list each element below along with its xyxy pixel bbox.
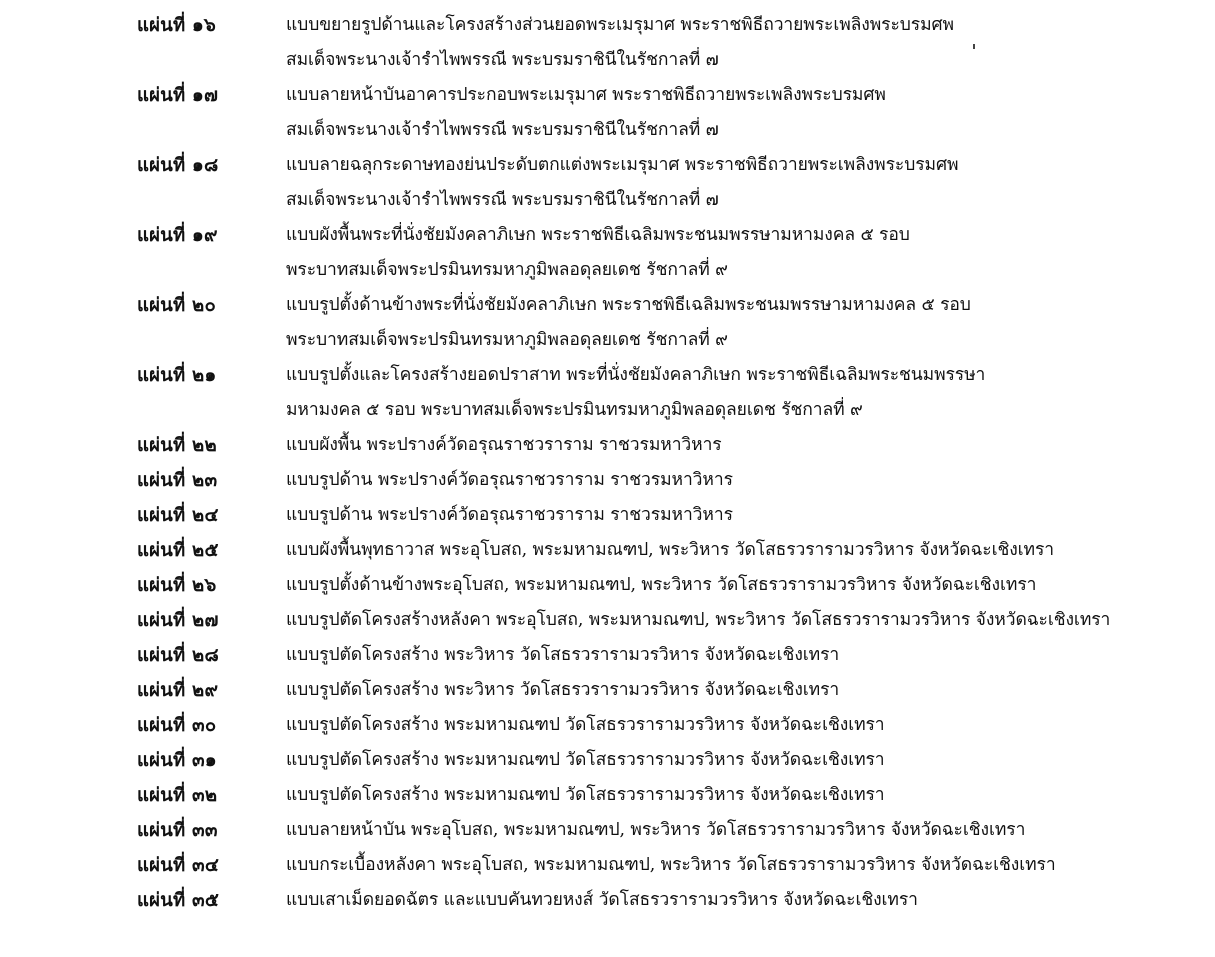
- entry-line: [0, 883, 1215, 918]
- sheet-entry: [0, 498, 1215, 533]
- entry-line: [0, 288, 1215, 323]
- sheet-number: แผ่นที่ ๓๓: [137, 820, 218, 841]
- sheet-entry: [0, 708, 1215, 743]
- sheet-description: พระบาทสมเด็จพระปรมินทรมหาภูมิพลอดุลยเดช รัชกาลที่ ๙: [286, 330, 728, 350]
- entry-line: [0, 393, 1215, 428]
- entry-line: [0, 253, 1215, 288]
- sheet-description: พระบาทสมเด็จพระปรมินทรมหาภูมิพลอดุลยเดช รัชกาลที่ ๙: [286, 260, 728, 280]
- sheet-entry: [0, 288, 1215, 358]
- sheet-number: แผ่นที่ ๑๙: [137, 225, 218, 246]
- sheet-number: แผ่นที่ ๓๔: [137, 855, 220, 876]
- sheet-description: มหามงคล ๕ รอบ พระบาทสมเด็จพระปรมินทรมหาภูมิพลอดุลยเดช รัชกาลที่ ๙: [286, 400, 863, 420]
- entry-line: [0, 743, 1215, 778]
- sheet-entry: [0, 78, 1215, 148]
- sheet-entry: [0, 848, 1215, 883]
- entry-line: [0, 848, 1215, 883]
- entry-line: [0, 708, 1215, 743]
- sheet-description: แบบรูปตั้งและโครงสร้างยอดปราสาท พระที่นั่งชัยมังคลาภิเษก พระราชพิธีเฉลิมพระชนมพรรษา: [286, 365, 986, 385]
- sheet-description: แบบผังพื้น พระปรางค์วัดอรุณราชวราราม ราชวรมหาวิหาร: [286, 435, 722, 455]
- entry-line: [0, 183, 1215, 218]
- sheet-number: แผ่นที่ ๒๓: [137, 470, 218, 491]
- entry-line: [0, 813, 1215, 848]
- sheet-number: แผ่นที่ ๒๐: [137, 295, 216, 316]
- sheet-description: แบบรูปด้าน พระปรางค์วัดอรุณราชวราราม ราชวรมหาวิหาร: [286, 505, 733, 525]
- sheet-description: แบบผังพื้นพระที่นั่งชัยมังคลาภิเษก พระราชพิธีเฉลิมพระชนมพรรษามหามงคล ๕ รอบ: [286, 225, 910, 245]
- sheet-entry: [0, 8, 1215, 78]
- sheet-number: แผ่นที่ ๓๐: [137, 715, 217, 736]
- sheet-description: สมเด็จพระนางเจ้ารำไพพรรณี พระบรมราชินีในรัชกาลที่ ๗: [286, 120, 719, 140]
- entry-line: [0, 78, 1215, 113]
- entry-line: [0, 358, 1215, 393]
- entry-line: [0, 148, 1215, 183]
- entry-line: [0, 638, 1215, 673]
- sheet-description: แบบรูปตัดโครงสร้าง พระมหามณฑป วัดโสธรวรารามวรวิหาร จังหวัดฉะเชิงเทรา: [286, 750, 885, 770]
- entry-line: [0, 673, 1215, 708]
- sheet-description: แบบรูปตัดโครงสร้างหลังคา พระอุโบสถ, พระมหามณฑป, พระวิหาร วัดโสธรวรารามวรวิหาร จังหวัดฉะเชิงเทรา: [286, 610, 1111, 630]
- entry-line: [0, 603, 1215, 638]
- sheet-entry: [0, 883, 1215, 918]
- sheet-number: แผ่นที่ ๓๑: [137, 750, 217, 771]
- sheet-entry: [0, 428, 1215, 463]
- sheet-number: แผ่นที่ ๒๔: [137, 505, 219, 526]
- sheet-entry: [0, 533, 1215, 568]
- sheet-list: [0, 8, 1215, 918]
- sheet-entry: [0, 743, 1215, 778]
- sheet-number: แผ่นที่ ๒๖: [137, 575, 217, 596]
- sheet-entry: [0, 778, 1215, 813]
- sheet-description: แบบรูปตั้งด้านข้างพระอุโบสถ, พระมหามณฑป, พระวิหาร วัดโสธรวรารามวรวิหาร จังหวัดฉะเชิงเทรา: [286, 575, 1037, 595]
- entry-line: [0, 463, 1215, 498]
- sheet-description: แบบรูปตัดโครงสร้าง พระมหามณฑป วัดโสธรวรารามวรวิหาร จังหวัดฉะเชิงเทรา: [286, 715, 885, 735]
- sheet-description: แบบรูปตั้งด้านข้างพระที่นั่งชัยมังคลาภิเษก พระราชพิธีเฉลิมพระชนมพรรษามหามงคล ๕ รอบ: [286, 295, 971, 315]
- sheet-description: แบบผังพื้นพุทธาวาส พระอุโบสถ, พระมหามณฑป, พระวิหาร วัดโสธรวรารามวรวิหาร จังหวัดฉะเชิงเทรา: [286, 540, 1055, 560]
- scan-speck: [973, 44, 975, 49]
- sheet-number: แผ่นที่ ๒๘: [137, 645, 219, 666]
- sheet-number: แผ่นที่ ๓๕: [137, 890, 220, 911]
- sheet-description: สมเด็จพระนางเจ้ารำไพพรรณี พระบรมราชินีในรัชกาลที่ ๗: [286, 50, 719, 70]
- sheet-entry: [0, 358, 1215, 428]
- sheet-description: แบบลายหน้าบันอาคารประกอบพระเมรุมาศ พระราชพิธีถวายพระเพลิงพระบรมศพ: [286, 85, 886, 105]
- entry-line: [0, 8, 1215, 43]
- entry-line: [0, 428, 1215, 463]
- entry-line: [0, 113, 1215, 148]
- sheet-number: แผ่นที่ ๒๕: [137, 540, 219, 561]
- entry-line: [0, 43, 1215, 78]
- sheet-number: แผ่นที่ ๑๗: [137, 85, 219, 106]
- sheet-description: แบบกระเบื้องหลังคา พระอุโบสถ, พระมหามณฑป, พระวิหาร วัดโสธรวรารามวรวิหาร จังหวัดฉะเชิงเทรา: [286, 855, 1056, 875]
- sheet-entry: [0, 218, 1215, 288]
- entry-line: [0, 218, 1215, 253]
- sheet-number: แผ่นที่ ๒๙: [137, 680, 219, 701]
- sheet-description: แบบลายฉลุกระดาษทองย่นประดับตกแต่งพระเมรุมาศ พระราชพิธีถวายพระเพลิงพระบรมศพ: [286, 155, 959, 175]
- sheet-number: แผ่นที่ ๑๘: [137, 155, 219, 176]
- entry-line: [0, 778, 1215, 813]
- sheet-entry: [0, 813, 1215, 848]
- sheet-entry: [0, 603, 1215, 638]
- sheet-description: แบบรูปตัดโครงสร้าง พระวิหาร วัดโสธรวรารามวรวิหาร จังหวัดฉะเชิงเทรา: [286, 680, 840, 700]
- sheet-number: แผ่นที่ ๒๑: [137, 365, 217, 386]
- sheet-entry: [0, 463, 1215, 498]
- entry-line: [0, 568, 1215, 603]
- sheet-number: แผ่นที่ ๒๒: [137, 435, 217, 456]
- entry-line: [0, 498, 1215, 533]
- sheet-description: แบบรูปตัดโครงสร้าง พระมหามณฑป วัดโสธรวรารามวรวิหาร จังหวัดฉะเชิงเทรา: [286, 785, 885, 805]
- sheet-entry: [0, 673, 1215, 708]
- sheet-entry: [0, 568, 1215, 603]
- entry-line: [0, 323, 1215, 358]
- sheet-description: แบบรูปตัดโครงสร้าง พระวิหาร วัดโสธรวรารามวรวิหาร จังหวัดฉะเชิงเทรา: [286, 645, 840, 665]
- sheet-description: สมเด็จพระนางเจ้ารำไพพรรณี พระบรมราชินีในรัชกาลที่ ๗: [286, 190, 719, 210]
- sheet-number: แผ่นที่ ๒๗: [137, 610, 219, 631]
- sheet-description: แบบเสาเม็ดยอดฉัตร และแบบคันทวยหงส์ วัดโสธรวรารามวรวิหาร จังหวัดฉะเชิงเทรา: [286, 890, 918, 910]
- sheet-number: แผ่นที่ ๑๖: [137, 15, 216, 36]
- sheet-entry: [0, 148, 1215, 218]
- sheet-entry: [0, 638, 1215, 673]
- sheet-description: แบบขยายรูปด้านและโครงสร้างส่วนยอดพระเมรุมาศ พระราชพิธีถวายพระเพลิงพระบรมศพ: [286, 15, 954, 35]
- sheet-description: แบบลายหน้าบัน พระอุโบสถ, พระมหามณฑป, พระวิหาร วัดโสธรวรารามวรวิหาร จังหวัดฉะเชิงเทรา: [286, 820, 1026, 840]
- sheet-number: แผ่นที่ ๓๒: [137, 785, 218, 806]
- sheet-description: แบบรูปด้าน พระปรางค์วัดอรุณราชวราราม ราชวรมหาวิหาร: [286, 470, 733, 490]
- entry-line: [0, 533, 1215, 568]
